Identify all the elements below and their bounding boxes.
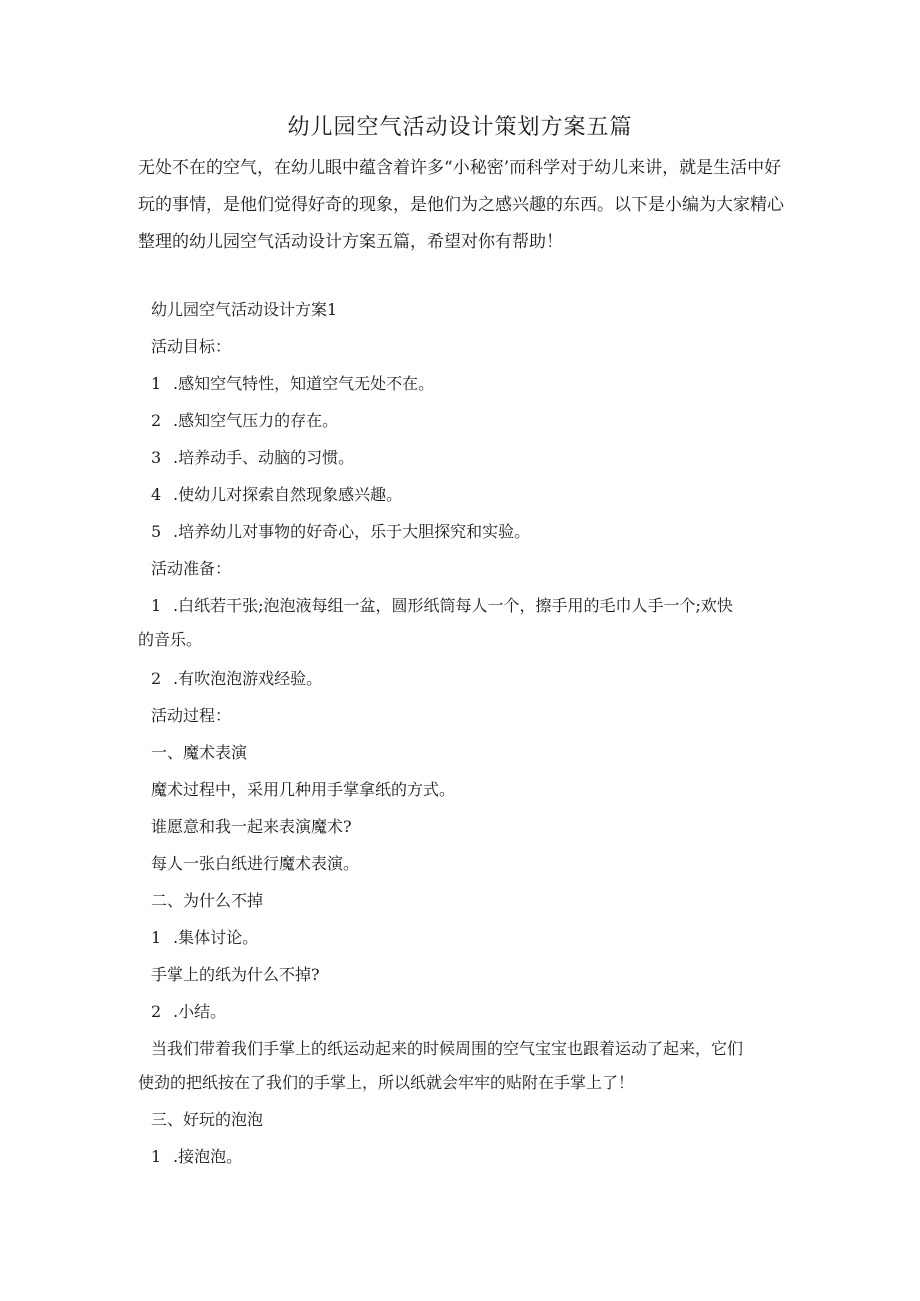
prep-text: .有吹泡泡游戏经验。 [173,669,323,688]
prep-item [151,667,322,691]
body-line: 每人一张白纸进行魔术表演。 [151,854,360,873]
process-text: .集体讨论。 [173,928,259,947]
goal-text: .感知空气压力的存在。 [173,411,339,430]
goal-item [151,446,354,470]
body-line: 当我们带着我们手掌上的纸运动起来的时候周围的空气宝宝也跟着运动了起来，它们 [151,1039,744,1058]
prep-number: 1 [151,596,162,615]
section-heading: 三、好玩的泡泡 [151,1110,264,1129]
section-heading: 一、魔术表演 [151,743,248,762]
process-number: 1 [151,1147,162,1166]
process-number: 1 [151,928,162,947]
process-number: 2 [151,1002,162,1021]
body-line: 谁愿意和我一起来表演魔术? [151,817,352,836]
goal-number: 1 [151,374,162,393]
process-item [151,1000,226,1024]
prep-heading: 活动准备： [151,559,232,578]
process-text: .接泡泡。 [173,1147,243,1166]
goal-item [151,409,338,433]
goal-number: 4 [151,485,162,504]
goal-item [151,372,434,396]
body-line-continuation: 使劲的把纸按在了我们的手掌上，所以纸就会牢牢的贴附在手掌上了！ [138,1073,635,1092]
goal-number: 2 [151,411,162,430]
goals-heading: 活动目标： [151,337,232,356]
goal-number: 3 [151,448,162,467]
prep-item-continuation: 的音乐。 [138,630,203,649]
prep-item [151,594,733,618]
body-line: 魔术过程中，采用几种用手掌拿纸的方式。 [151,780,456,799]
prep-text: .白纸若干张;泡泡液每组一盆，圆形纸筒每人一个，擦手用的毛巾人手一个;欢快 [173,596,733,615]
goal-text: .培养幼儿对事物的好奇心，乐于大胆探究和实验。 [173,522,531,541]
document-title: 幼儿园空气活动设计策划方案五篇 [287,115,633,140]
section-heading: 二、为什么不掉 [151,891,264,910]
goal-item [151,520,530,544]
intro-paragraph: 无处不在的空气，在幼儿眼中蕴含着许多“小秘密’而科学对于幼儿来讲，就是生活中好玩的事情，是他们觉得好奇的现象，是他们为之感兴趣的东西。以下是小编为大家精心整理的幼儿园空气活动设计方案五篇，希望对你有帮助！ [138,158,784,252]
process-text: .小结。 [173,1002,227,1021]
goal-number: 5 [151,522,162,541]
process-item [151,926,258,950]
prep-number: 2 [151,669,162,688]
process-item [151,1145,242,1169]
goal-text: .使幼儿对探索自然现象感兴趣。 [173,485,403,504]
goal-text: .感知空气特性，知道空气无处不在。 [173,374,435,393]
goal-text: .培养动手、动脑的习惯。 [173,448,355,467]
plan-heading: 幼儿园空气活动设计方案1 [151,300,338,319]
process-heading: 活动过程： [151,706,232,725]
goal-item [151,483,402,507]
body-line: 手掌上的纸为什么不掉? [151,965,320,984]
